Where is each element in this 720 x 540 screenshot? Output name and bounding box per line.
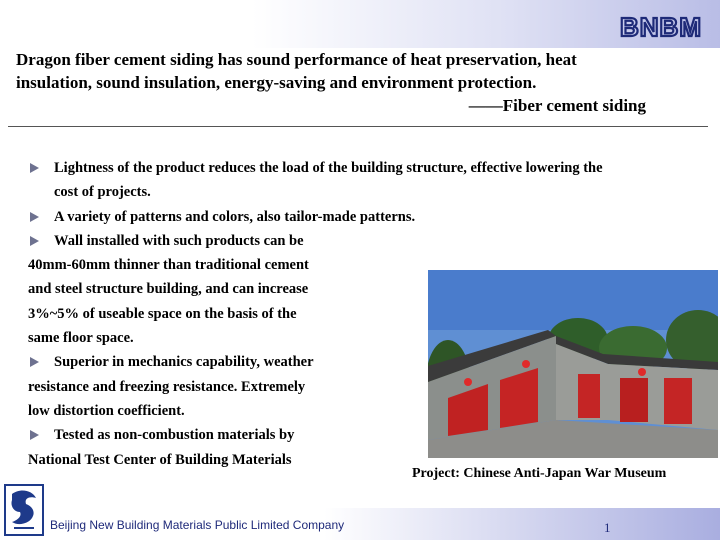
bullet-arrow-icon (30, 430, 39, 440)
title-line-1: Dragon fiber cement siding has sound performance of heat preservation, heat (16, 50, 577, 69)
company-name: Beijing New Building Materials Public Limited Company (50, 518, 345, 532)
bullet-item (28, 205, 708, 229)
photo-caption: Project: Chinese Anti-Japan War Museum (412, 466, 667, 481)
bullet-arrow-icon (30, 163, 39, 173)
bullet-text: Tested as non-combustion materials by (54, 427, 295, 444)
bullet-text: 40mm-60mm thinner than traditional cement (28, 257, 309, 274)
page-number: 1 (604, 520, 611, 535)
slide-subtitle: ——Fiber cement siding (468, 96, 646, 115)
bullet-text: low distortion coefficient. (28, 402, 185, 419)
bnbm-logo (620, 10, 702, 42)
bullet-text: same floor space. (28, 330, 134, 347)
bullet-arrow-icon (30, 212, 39, 222)
title-divider (8, 126, 708, 127)
slide-title (16, 48, 706, 117)
project-photo (428, 270, 718, 458)
dragon-crest-icon (4, 484, 44, 536)
bullet-text: Superior in mechanics capability, weather (54, 354, 314, 371)
bullet-arrow-icon (30, 357, 39, 367)
header-band (0, 0, 720, 48)
bullet-text: Lightness of the product reduces the load of the building structure, effective lowering the (54, 160, 603, 176)
bullet-text: cost of projects. (54, 184, 151, 201)
bullet-item (28, 156, 708, 205)
bullet-arrow-icon (30, 236, 39, 246)
logo-text: BNBM (620, 12, 702, 42)
bullet-text: National Test Center of Building Materials (28, 451, 292, 468)
bullet-text: 3%~5% of useable space on the basis of the (28, 305, 297, 322)
bullet-text: and steel structure building, and can increase (28, 281, 309, 298)
bullet-text: Wall installed with such products can be (54, 232, 304, 249)
title-line-2: insulation, sound insulation, energy-saving and environment protection. (16, 73, 537, 92)
bullet-text: A variety of patterns and colors, also tailor-made patterns. (54, 208, 416, 225)
bullet-text: resistance and freezing resistance. Extremely (28, 378, 306, 395)
